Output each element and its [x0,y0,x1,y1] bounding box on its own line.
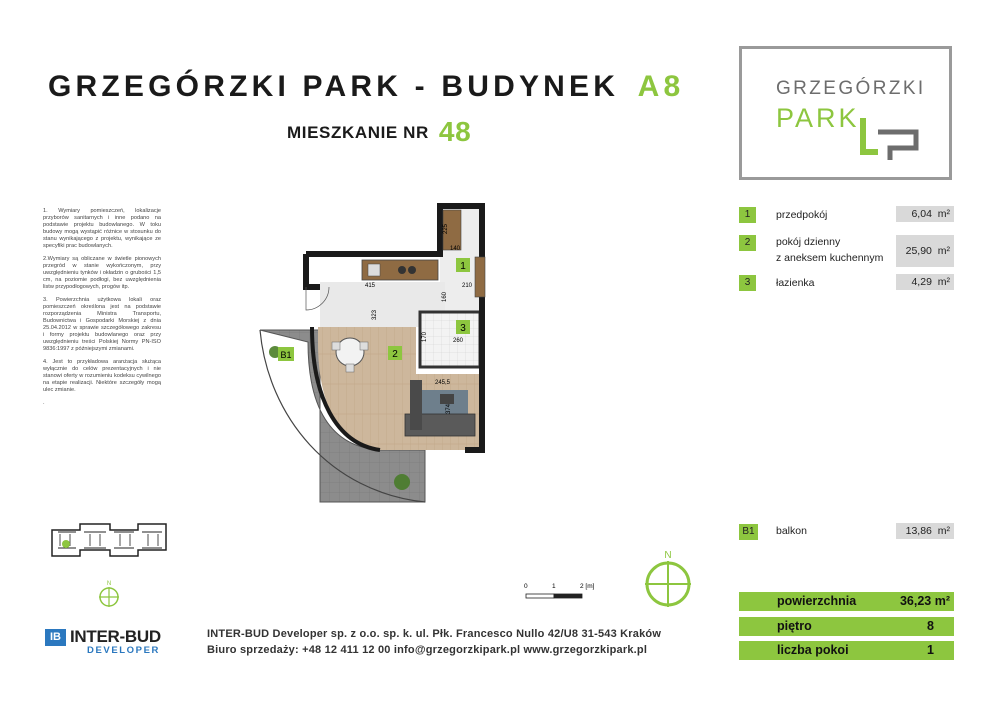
developer-logo-name: INTER-BUD [70,627,161,646]
room-label-3: 3 [460,323,466,334]
summary-floor-value: 8 [927,619,934,633]
developer-logo-tagline: DEVELOPER [87,645,160,656]
note-5: . [43,400,45,406]
building-key-plan [50,520,170,558]
balcony-area [896,523,954,539]
developer-logo-badge: IB [45,629,66,646]
bathroom-floor [420,312,480,367]
room-area-1-value: 6,04 [911,208,932,220]
scale-2: 2 [m] [580,583,595,590]
logo-line2: PARK [776,103,860,133]
north-compass-icon [640,548,696,610]
small-compass-n: N [106,581,112,587]
note-2: 2.Wymiary są obliczane w świetle pionowych przegród w stanie wykończonym, przy uwzględnieniu tynków i okładzin o grubości 1,5 cm, na poziomie podłogi, bez uwzględnienia listw przypodłogowych, progów itp. [43,256,161,290]
room-name-1: przedpokój [776,209,828,221]
compass-n: N [664,550,672,561]
page-title [48,70,684,104]
dim-245-5: 245,5 [435,380,451,386]
room-name-3: łazienka [776,277,815,289]
room-area-1-unit: m² [937,208,950,220]
room-name-2b: z aneksem kuchennym [776,252,884,264]
balcony-area-unit: m² [937,525,950,537]
room-label-1: 1 [460,261,466,272]
plant-icon [394,474,410,490]
dim-140: 140 [450,246,461,252]
summary-floor [739,617,954,636]
room-area-3-unit: m² [937,276,950,288]
apartment-heading [287,116,471,148]
balcony-area-value: 13,86 [905,525,932,537]
dim-415: 415 [365,283,376,289]
small-compass-icon [96,578,122,608]
room-area-1 [896,206,954,222]
dim-170: 170 [422,331,428,342]
logo-line1: GRZEGÓRZKI [776,78,926,99]
apartment-number: 48 [438,116,472,147]
note-3: 3. Powierzchnia użytkowa lokali oraz pomieszczeń określona jest na podstawie rozporządzenia Ministra Transportu, Budownictwa i Gospodarki Morskiej z dnia 25.04.2012 w sprawie szczegółowego zakresu i formy projektu budowlanego oraz przy uwzględnieniu treści Polskiej Normy PN-ISO 9836:1997 z późniejszymi zmianami. [43,297,161,352]
scale-0: 0 [524,583,528,590]
building-code: A8 [637,70,685,103]
dim-260: 260 [453,338,464,344]
room-label-b1: B1 [280,350,292,360]
footer-company: INTER-BUD Developer sp. z o.o. sp. k. ul. Płk. Francesco Nullo 42/U8 31-543 Kraków [207,628,662,640]
dim-374: 374 [446,403,452,414]
summary-rooms [739,641,954,660]
footer-sales: Biuro sprzedaży: +48 12 411 12 00 info@grzegorzkipark.pl www.grzegorzkipark.pl [207,644,648,656]
notes-column [43,208,161,413]
summary-rooms-label: liczba pokoi [777,643,849,657]
summary-area-value: 36,23 m² [899,594,950,608]
balcony-num: B1 [739,524,758,540]
scale-bar [522,580,612,604]
summary-rooms-value: 1 [927,643,934,657]
room-area-2-value: 25,90 [905,245,932,257]
summary-area-label: powierzchnia [777,594,857,608]
summary-area [739,592,954,611]
scale-1: 1 [552,583,556,590]
summary-floor-label: piętro [777,619,812,633]
dim-323: 323 [372,309,378,320]
room-num-1: 1 [739,207,756,223]
balcony-name: balkon [776,525,807,537]
room-label-2: 2 [392,349,398,360]
dim-225: 225 [443,223,449,234]
note-4: 4. Jest to przykładowa aranżacja służąca wyłącznie do celów prezentacyjnych i nie stanowi oferty w rozumieniu kodeksu cywilnego na etapie realizacji. Niektóre szczegóły mogą ulec zmianie. [43,359,161,393]
room-area-3-value: 4,29 [911,276,932,288]
floor-plan [250,192,495,507]
room-name-2a: pokój dzienny [776,236,841,248]
note-1: 1. Wymiary pomieszczeń, lokalizacje przyborów sanitarnych i inne podano na podstawie projektu budowlanego. W toku budowy mogą wystąpić różnice w stosunku do stanu wynikającego z projektu, wynikające ze specyfiki prac budowlanych. [43,208,161,249]
logo-p-mark [860,104,922,160]
apartment-label: MIESZKANIE NR [287,123,429,142]
title-text: GRZEGÓRZKI PARK - BUDYNEK [48,70,620,103]
room-area-2-unit: m² [937,245,950,257]
room-num-3: 3 [739,275,756,291]
dim-210: 210 [462,283,473,289]
dim-160: 160 [442,291,448,302]
room-num-2: 2 [739,235,756,251]
room-area-3 [896,274,954,290]
room-area-2 [896,235,954,267]
